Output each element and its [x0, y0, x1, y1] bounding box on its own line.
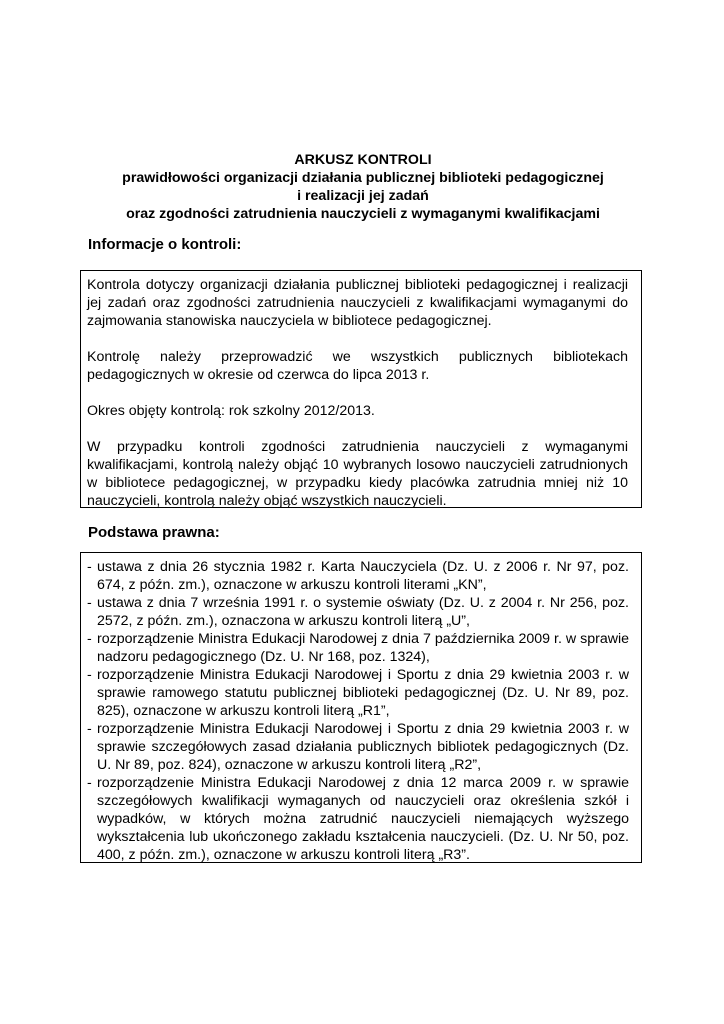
list-item — [87, 774, 629, 864]
title-line: ARKUSZ KONTROLI — [294, 152, 432, 168]
info-paragraph: W przypadku kontroli zgodności zatrudnienia nauczycieli z wymaganymi kwalifikacjami, kontrolą należy objąć 10 wybranych losowo nauczycieli zatrudnionych w bibliotece pedagogicznej, w przypadku kiedy placówka zatrudnia mniej niż 10 nauczycieli, kontrolą należy objąć wszystkich nauczycieli. — [87, 439, 628, 509]
info-heading: Informacje o kontroli: — [88, 236, 242, 253]
bullet-dash: - — [87, 595, 92, 611]
list-item-text: rozporządzenie Ministra Edukacji Narodowej i Sportu z dnia 29 kwietnia 2003 r. w sprawie szczegółowych zasad działania publicznych bibliotek pedagogicznych (Dz. U. Nr 89, poz. 824), oznaczone w arkuszu kontroli literą „R2”, — [97, 721, 629, 773]
info-paragraph: Okres objęty kontrolą: rok szkolny 2012/2013. — [87, 403, 375, 419]
info-paragraph: Kontrola dotyczy organizacji działania publicznej biblioteki pedagogicznej i realizacji jej zadań oraz zgodności zatrudnienia nauczycieli z kwalifikacjami wymaganymi do zajmowania stanowiska nauczyciela w bibliotece pedagogicznej. — [87, 277, 628, 329]
info-paragraph: Kontrolę należy przeprowadzić we wszystkich publicznych bibliotekach pedagogicznych w okresie od czerwca do lipca 2013 r. — [87, 349, 628, 383]
list-item — [87, 666, 629, 720]
legal-basis-box — [80, 552, 642, 863]
bullet-dash: - — [87, 721, 92, 737]
list-item — [87, 594, 629, 630]
title-line: prawidłowości organizacji działania publicznej biblioteki pedagogicznej — [122, 170, 604, 186]
list-item — [87, 720, 629, 774]
bullet-dash: - — [87, 667, 92, 683]
list-item-text: rozporządzenie Ministra Edukacji Narodowej i Sportu z dnia 29 kwietnia 2003 r. w sprawie ramowego statutu publicznej biblioteki pedagogicznej (Dz. U. Nr 89, poz. 825), oznaczone w arkuszu kontroli literą „R1”, — [97, 667, 629, 719]
list-item-text: rozporządzenie Ministra Edukacji Narodowej z dnia 12 marca 2009 r. w sprawie szczegółowych kwalifikacji wymaganych od nauczycieli oraz określenia szkół i wypadków, w których można zatrudnić nauczycieli niemających wyższego wykształcenia lub ukończonego zakładu kształcenia nauczycieli. (Dz. U. Nr 50, poz. 400, z późn. zm.), oznaczone w arkuszu kontroli literą „R3”. — [97, 775, 629, 863]
title-line: oraz zgodności zatrudnienia nauczycieli z wymaganymi kwalifikacjami — [126, 206, 600, 222]
bullet-dash: - — [87, 631, 92, 647]
document-title — [80, 151, 646, 223]
list-item-text: ustawa z dnia 26 stycznia 1982 r. Karta Nauczyciela (Dz. U. z 2006 r. Nr 97, poz. 674, z późn. zm.), oznaczone w arkuszu kontroli literami „KN”, — [97, 559, 629, 593]
legal-basis-list — [87, 558, 629, 864]
legal-heading: Podstawa prawna: — [88, 524, 220, 541]
title-line: i realizacji jej zadań — [297, 188, 429, 204]
list-item — [87, 558, 629, 594]
bullet-dash: - — [87, 775, 92, 791]
list-item — [87, 630, 629, 666]
bullet-dash: - — [87, 559, 92, 575]
list-item-text: ustawa z dnia 7 września 1991 r. o systemie oświaty (Dz. U. z 2004 r. Nr 256, poz. 2572, z późn. zm.), oznaczona w arkuszu kontroli literą „U”, — [97, 595, 629, 629]
list-item-text: rozporządzenie Ministra Edukacji Narodowej z dnia 7 października 2009 r. w sprawie nadzoru pedagogicznego (Dz. U. Nr 168, poz. 1324), — [97, 631, 629, 665]
info-box — [80, 270, 642, 508]
